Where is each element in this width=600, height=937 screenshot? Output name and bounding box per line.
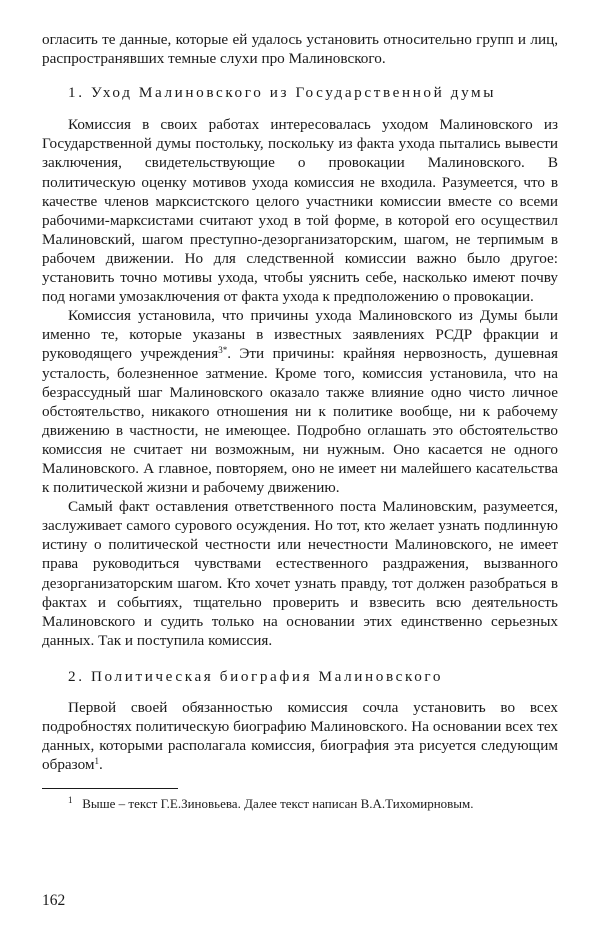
page-body xyxy=(42,30,558,812)
footnote-reference: 1 xyxy=(94,756,99,767)
footnote xyxy=(42,795,558,812)
section-2-text-end: . xyxy=(98,756,103,774)
continuation-paragraph: огласить те данные, которые ей удалось установить относительно групп и лиц, распространявших темные слухи про Малиновского. xyxy=(42,31,558,68)
section-2-text: Первой своей обязанностью комиссия сочла установить во всех подробностях политическую биографию Малиновского. На основании всех тех данных, которыми располагала комиссия, биография эта рисуется следующим образом xyxy=(42,699,558,774)
footnote-marker: 1 xyxy=(68,795,73,806)
section-1-paragraph-1: Комиссия в своих работах интересовалась уходом Малиновского из Государственной думы постольку, поскольку из факта ухода пытались вывести заключения, свидетельствующие о провокации Малиновского. В политическую оценку мотивов ухода комиссия не входила. Разумеется, что в качестве членов марксистского целого участники комиссии вместе со всеми рабочими-марксистами считают уход в той форме, в которой его осуществил Малиновский, шагом преступно-дезорганизаторским, шагом, не терпимым в рабочем движении. Но для следственной комиссии важно было другое: установить точно мотивы ухода, чтобы уяснить себе, насколько имеют почву под ногами умозаключения от факта ухода к предположению о провокации. xyxy=(42,116,558,306)
footnote-divider xyxy=(42,788,178,789)
paragraph-2-text-end: . Эти причины: крайняя нервозность, душевная усталость, болезненное затмение. Кроме того, комиссия установила, что на безрассудный шаг Малиновского оказало также влияние одно чисто личное обстоятельство, никакого отношения ни к политике вообще, ни к рабочему движению в частности, не имеющее. Подробно оглашать это обстоятельство комиссия не считает ни возможным, ни нужным. Оно касается не одного Малиновского. А главное, повторяем, оно не имеет ни малейшего касательства к политической жизни и рабочему движению. xyxy=(42,345,558,497)
endnote-marker: 3* xyxy=(218,345,228,356)
page-number: 162 xyxy=(42,892,66,909)
section-2-paragraph-1 xyxy=(42,698,558,774)
footnote-text: Выше – текст Г.Е.Зиновьева. Далее текст написан В.А.Тихомирновым. xyxy=(82,796,474,812)
paragraph-2-text-start: Комиссия установила, что причины ухода Малиновского из Думы были именно те, которые указаны в известных заявлениях РСДР фракции и руководящего учреждения xyxy=(42,307,558,363)
section-1-paragraph-3: Самый факт оставления ответственного поста Малиновским, разумеется, заслуживает самого сурового осуждения. Но тот, кто желает узнать подлинную истину о политической честности или нечестности Малиновского, не имеет права руководиться чувствами естественного раздражения, вызванного дезорганизаторским шагом. Кто хочет узнать правду, тот должен разобраться в фактах и событиях, тщательно проверить и взвесить всю деятельность Малиновского и судить только на основании этих единственно серьезных данных. Так и поступила комиссия. xyxy=(42,498,558,649)
section-1-paragraph-2 xyxy=(42,306,558,497)
section-1-heading: 1. Уход Малиновского из Государственной думы xyxy=(68,84,497,102)
section-2-heading: 2. Политическая биография Малиновского xyxy=(68,667,444,685)
